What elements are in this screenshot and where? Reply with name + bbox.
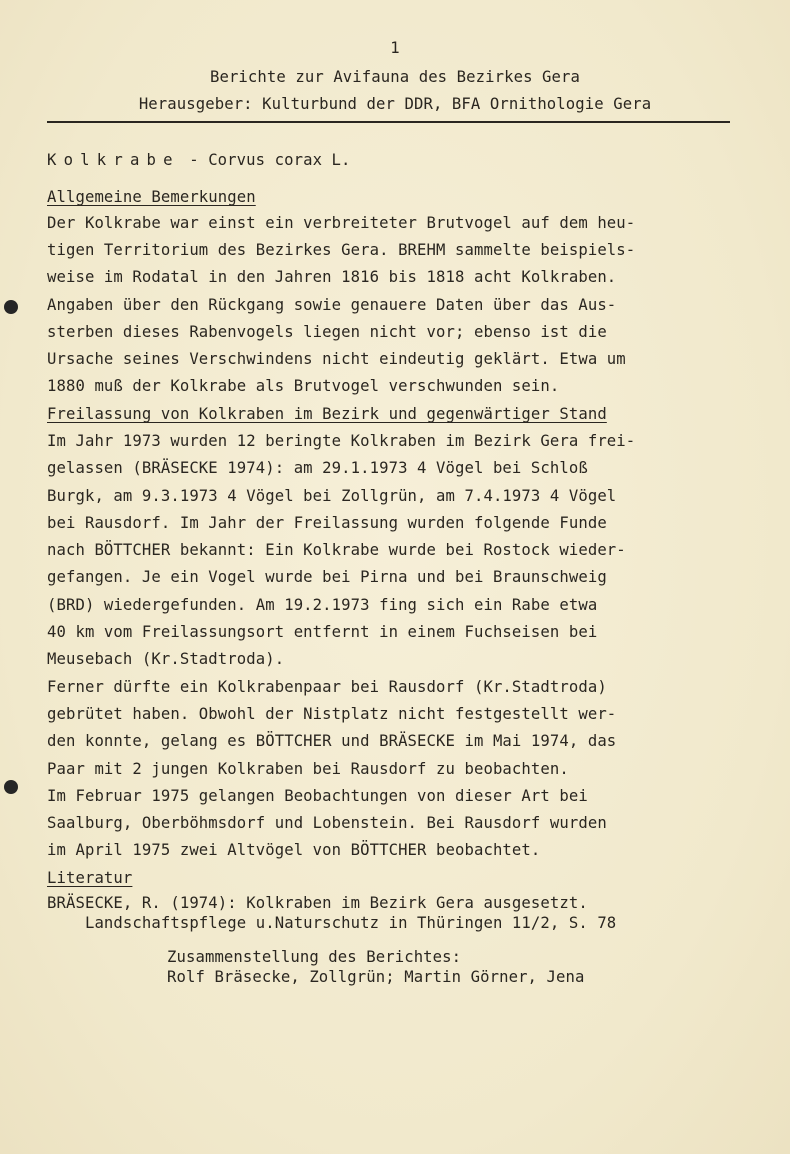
species-heading [47,150,351,170]
release-line: Im Februar 1975 gelangen Beobachtungen von dieser Art bei [47,787,588,805]
page-number: 1 [390,39,400,57]
release-line: gefangen. Je ein Vogel wurde bei Pirna und bei Braunschweig [47,568,607,586]
release-line: Paar mit 2 jungen Kolkraben bei Rausdorf zu beobachten. [47,760,569,778]
release-line: Burgk, am 9.3.1973 4 Vögel bei Zollgrün, am 7.4.1973 4 Vögel [47,487,617,505]
release-line: gelassen (BRÄSECKE 1974): am 29.1.1973 4 Vögel bei Schloß [47,459,588,477]
release-line: gebrütet haben. Obwohl der Nistplatz nicht festgestellt wer- [47,705,617,723]
literature-heading: Literatur [47,869,133,887]
species-latin: - Corvus corax L. [189,151,351,169]
release-line: Meusebach (Kr.Stadtroda). [47,650,285,668]
general-line: Angaben über den Rückgang sowie genauere Daten über das Aus- [47,296,617,314]
series-title: Berichte zur Avifauna des Bezirkes Gera [209,68,581,86]
header-rule [47,121,730,123]
general-line: Ursache seines Verschwindens nicht eindeutig geklärt. Etwa um [47,350,626,368]
release-line: (BRD) wiedergefunden. Am 19.2.1973 fing sich ein Rabe etwa [47,596,598,614]
general-line: 1880 muß der Kolkrabe als Brutvogel verschwunden sein. [47,377,560,395]
binder-hole-mark [4,780,18,794]
literature-line: BRÄSECKE, R. (1974): Kolkraben im Bezirk Gera ausgesetzt. [47,894,588,912]
publisher-line: Herausgeber: Kulturbund der DDR, BFA Ornithologie Gera [138,95,652,113]
release-line: Saalburg, Oberböhmsdorf und Lobenstein. Bei Rausdorf wurden [47,814,607,832]
release-heading: Freilassung von Kolkraben im Bezirk und gegenwärtiger Stand [47,405,607,423]
release-line: Ferner dürfte ein Kolkrabenpaar bei Rausdorf (Kr.Stadtroda) [47,678,607,696]
literature-line: Landschaftspflege u.Naturschutz in Thüringen 11/2, S. 78 [47,914,617,932]
general-line: sterben dieses Rabenvogels liegen nicht vor; ebenso ist die [47,323,607,341]
release-line: 40 km vom Freilassungsort entfernt in einem Fuchseisen bei [47,623,598,641]
release-line: den konnte, gelang es BÖTTCHER und BRÄSECKE im Mai 1974, das [47,732,617,750]
general-line: weise im Rodatal in den Jahren 1816 bis 1818 acht Kolkraben. [47,268,617,286]
compilation-label: Zusammenstellung des Berichtes: [167,948,462,966]
general-line: Der Kolkrabe war einst ein verbreiteter Brutvogel auf dem heu- [47,214,636,232]
release-line: bei Rausdorf. Im Jahr der Freilassung wurden folgende Funde [47,514,607,532]
binder-hole-mark [4,300,18,314]
species-name: Kolkrabe [47,151,180,169]
general-line: tigen Territorium des Bezirkes Gera. BREHM sammelte beispiels- [47,241,636,259]
release-line: Im Jahr 1973 wurden 12 beringte Kolkraben im Bezirk Gera frei- [47,432,636,450]
release-line: nach BÖTTCHER bekannt: Ein Kolkrabe wurde bei Rostock wieder- [47,541,626,559]
release-line: im April 1975 zwei Altvögel von BÖTTCHER beobachtet. [47,841,541,859]
compilation-authors: Rolf Bräsecke, Zollgrün; Martin Görner, Jena [167,968,585,986]
general-heading: Allgemeine Bemerkungen [47,188,256,206]
